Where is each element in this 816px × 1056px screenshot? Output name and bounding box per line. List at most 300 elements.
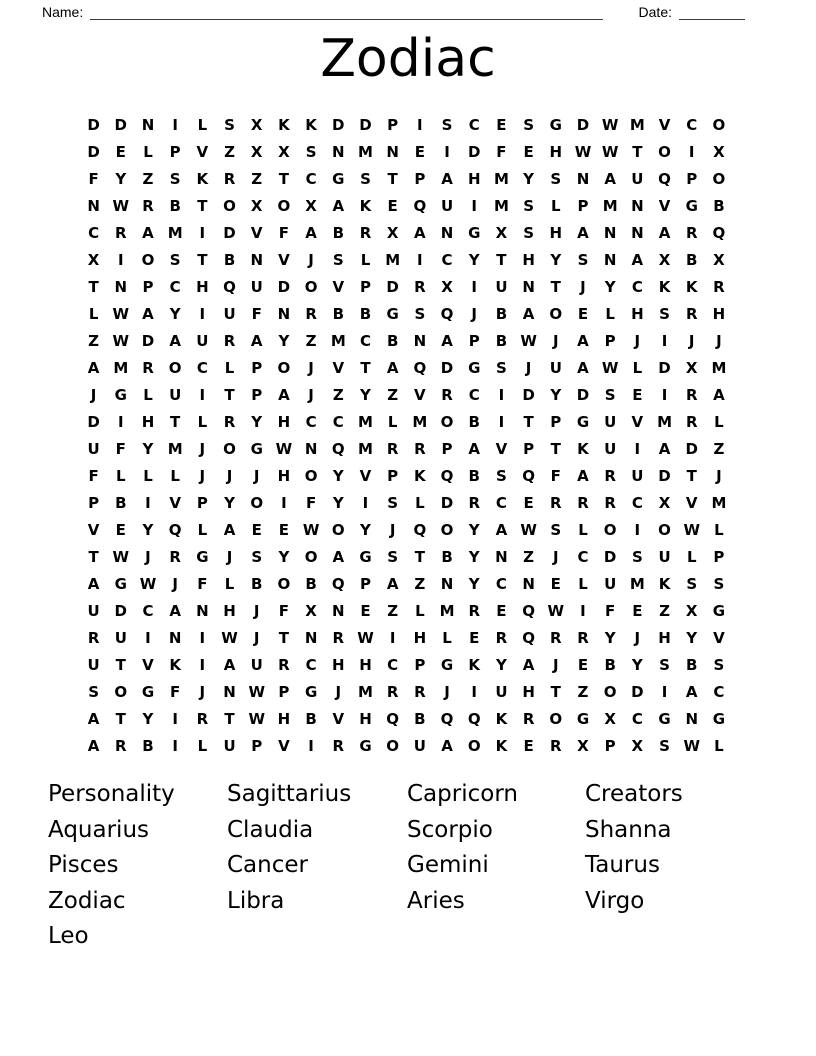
grid-cell: D [467, 142, 481, 161]
grid-cell: Q [522, 601, 535, 620]
grid-cell: P [468, 331, 480, 350]
grid-cell: P [523, 439, 535, 458]
grid-cell: K [468, 655, 481, 674]
grid-cell: W [139, 574, 157, 593]
word-item: Shanna [585, 816, 672, 843]
grid-cell: F [197, 574, 208, 593]
grid-cell: I [498, 385, 505, 404]
grid-cell: B [142, 736, 154, 755]
grid-cell: N [522, 277, 535, 296]
grid-cell: U [223, 736, 236, 755]
grid-cell: H [223, 601, 236, 620]
grid-cell: P [359, 574, 371, 593]
grid-cell: L [578, 574, 588, 593]
grid-cell: A [441, 736, 453, 755]
grid-cell: U [114, 628, 127, 647]
grid-cell: D [440, 358, 454, 377]
grid-cell: R [87, 628, 100, 647]
grid-cell: Y [495, 655, 507, 674]
grid-cell: B [332, 304, 344, 323]
grid-cell: I [117, 412, 124, 431]
grid-cell: C [577, 547, 589, 566]
word-item: Taurus [585, 852, 660, 878]
grid-cell: J [226, 547, 233, 566]
grid-cell: G [685, 196, 698, 215]
grid-cell: D [576, 115, 590, 134]
word-item: Cancer [227, 852, 308, 878]
letter-grid [80, 111, 733, 759]
grid-cell: B [332, 223, 344, 242]
grid-cell: A [577, 223, 589, 242]
grid-cell: J [471, 304, 478, 323]
grid-cell: I [281, 493, 287, 512]
grid-cell: I [661, 385, 668, 404]
grid-cell: H [658, 628, 671, 647]
word-item: Creators [585, 781, 683, 807]
grid-cell: W [112, 547, 130, 566]
grid-cell: Z [577, 682, 589, 701]
word-list-column [48, 777, 227, 955]
grid-cell: B [686, 250, 698, 269]
grid-cell: H [196, 277, 209, 296]
grid-cell: B [115, 493, 127, 512]
grid-cell: R [577, 628, 589, 647]
grid-cell: G [304, 682, 318, 701]
grid-cell: K [278, 115, 290, 134]
grid-cell: C [387, 655, 399, 674]
grid-cell: F [251, 304, 262, 323]
grid-cell: T [523, 412, 534, 431]
grid-cell: R [441, 385, 453, 404]
grid-cell: D [87, 142, 100, 161]
grid-cell: F [88, 466, 99, 485]
grid-cell: A [631, 250, 644, 269]
grid-cell: Z [332, 385, 344, 404]
grid-cell: Q [168, 520, 182, 539]
grid-cell: O [223, 439, 236, 458]
grid-cell: N [87, 196, 100, 215]
grid-cell: A [142, 223, 154, 242]
grid-cell: O [304, 547, 318, 566]
grid-cell: O [658, 520, 671, 539]
grid-cell: C [468, 385, 480, 404]
grid-cell: V [87, 520, 100, 539]
grid-cell: T [550, 682, 561, 701]
grid-cell: W [601, 142, 619, 161]
grid-cell: E [414, 142, 425, 161]
grid-cell: U [87, 439, 100, 458]
grid-cell: L [170, 466, 180, 485]
grid-cell: I [172, 709, 178, 728]
grid-cell: H [522, 682, 535, 701]
grid-cell: J [580, 277, 586, 296]
word-list-column [585, 777, 683, 919]
grid-cell: I [308, 736, 314, 755]
grid-cell: I [199, 385, 206, 404]
grid-cell: S [414, 304, 426, 323]
grid-cell: F [550, 466, 561, 485]
grid-cell: Q [331, 439, 345, 458]
grid-cell: I [389, 628, 396, 647]
grid-cell: L [714, 412, 724, 431]
grid-cell: A [685, 682, 698, 701]
grid-cell: G [141, 682, 155, 701]
grid-cell: D [87, 115, 100, 134]
grid-cell: M [711, 493, 727, 512]
grid-cell: J [253, 601, 260, 620]
grid-cell: G [576, 412, 590, 431]
grid-cell: S [441, 115, 453, 134]
grid-cell: R [495, 628, 508, 647]
grid-cell: G [359, 736, 372, 755]
grid-cell: T [278, 628, 290, 647]
grid-cell: Q [712, 223, 726, 242]
grid-cell: G [114, 385, 127, 404]
grid-cell: R [685, 223, 698, 242]
grid-cell: D [141, 331, 155, 350]
grid-cell: A [468, 439, 481, 458]
grid-cell: Y [523, 169, 535, 188]
grid-cell: J [199, 439, 206, 458]
grid-cell: Y [686, 628, 698, 647]
grid-cell: I [688, 142, 695, 161]
grid-cell: O [277, 196, 291, 215]
grid-cell: C [631, 493, 643, 512]
grid-cell: U [196, 331, 209, 350]
grid-cell: E [550, 574, 561, 593]
grid-cell: O [141, 250, 155, 269]
grid-cell: C [305, 655, 317, 674]
grid-cell: H [141, 412, 155, 431]
grid-cell: J [172, 574, 178, 593]
grid-cell: B [223, 250, 236, 269]
grid-cell: R [414, 682, 426, 701]
grid-cell: N [440, 223, 454, 242]
grid-cell: K [495, 709, 508, 728]
grid-cell: O [277, 358, 291, 377]
grid-cell: O [331, 520, 345, 539]
grid-cell: J [716, 466, 722, 485]
grid-cell: E [496, 115, 507, 134]
grid-cell: A [386, 358, 399, 377]
grid-cell: B [495, 331, 508, 350]
grid-cell: H [467, 169, 481, 188]
grid-cell: C [305, 412, 317, 431]
grid-cell: A [495, 520, 508, 539]
grid-cell: I [199, 304, 206, 323]
grid-cell: R [550, 493, 562, 512]
word-item: Sagittarius [227, 781, 352, 807]
grid-cell: W [112, 331, 130, 350]
grid-cell: J [308, 358, 314, 377]
grid-cell: X [658, 493, 671, 512]
grid-cell: R [142, 358, 154, 377]
grid-cell: U [495, 682, 508, 701]
grid-cell: S [360, 169, 371, 188]
grid-cell: P [387, 466, 399, 485]
grid-cell: L [197, 520, 208, 539]
grid-cell: O [603, 520, 617, 539]
grid-cell: B [386, 331, 399, 350]
grid-cell: S [659, 736, 670, 755]
grid-cell: P [414, 169, 426, 188]
grid-cell: V [142, 655, 154, 674]
grid-cell: E [469, 628, 480, 647]
grid-cell: R [685, 304, 698, 323]
word-list-column [407, 777, 585, 919]
grid-cell: T [115, 655, 126, 674]
grid-cell: S [387, 493, 399, 512]
header [42, 4, 745, 20]
grid-cell: H [631, 304, 644, 323]
grid-cell: M [358, 412, 373, 431]
grid-cell: R [604, 466, 616, 485]
grid-cell: U [87, 655, 100, 674]
grid-cell: J [199, 682, 206, 701]
grid-cell: N [277, 304, 291, 323]
grid-cell: T [197, 250, 208, 269]
grid-cell: Y [115, 169, 127, 188]
grid-cell: N [603, 223, 617, 242]
grid-cell: Z [224, 142, 235, 161]
grid-cell: Q [522, 466, 535, 485]
grid-cell: V [685, 493, 698, 512]
grid-cell: A [713, 385, 725, 404]
word-item: Claudia [227, 816, 314, 843]
grid-cell: A [577, 358, 589, 377]
grid-cell: K [359, 196, 372, 215]
grid-cell: O [304, 277, 318, 296]
grid-cell: Y [468, 520, 480, 539]
grid-cell: X [685, 601, 698, 620]
grid-cell: S [224, 115, 235, 134]
grid-cell: P [604, 736, 616, 755]
grid-cell: O [467, 736, 481, 755]
grid-cell: A [441, 331, 453, 350]
grid-cell: A [169, 601, 181, 620]
grid-cell: O [386, 736, 400, 755]
grid-cell: V [196, 142, 209, 161]
grid-cell: T [387, 169, 398, 188]
grid-cell: W [601, 115, 619, 134]
grid-cell: C [359, 331, 371, 350]
grid-cell: I [172, 115, 178, 134]
grid-cell: M [629, 115, 645, 134]
grid-cell: U [549, 358, 562, 377]
grid-cell: I [417, 115, 423, 134]
word-item: Zodiac [48, 887, 126, 914]
grid-cell: A [577, 331, 589, 350]
grid-cell: R [550, 736, 562, 755]
grid-cell: O [114, 682, 128, 701]
grid-cell: U [495, 277, 508, 296]
grid-cell: C [713, 682, 725, 701]
grid-cell: U [604, 439, 617, 458]
grid-cell: U [250, 277, 263, 296]
grid-cell: S [169, 250, 181, 269]
grid-cell: A [658, 223, 671, 242]
grid-cell: S [659, 655, 670, 674]
grid-cell: L [88, 304, 99, 323]
grid-cell: P [686, 169, 698, 188]
word-item: Scorpio [407, 816, 493, 843]
word-item: Capricorn [407, 781, 518, 807]
grid-cell: D [87, 412, 100, 431]
grid-cell: Z [713, 439, 725, 458]
grid-cell: A [223, 655, 236, 674]
grid-cell: O [304, 466, 318, 485]
grid-cell: G [712, 601, 726, 620]
grid-cell: E [632, 385, 643, 404]
grid-cell: V [278, 736, 290, 755]
grid-cell: X [250, 142, 263, 161]
grid-cell: E [496, 601, 507, 620]
grid-cell: N [576, 169, 590, 188]
grid-cell: L [224, 574, 235, 593]
grid-cell: E [523, 736, 534, 755]
grid-cell: H [277, 709, 291, 728]
grid-cell: G [440, 655, 454, 674]
grid-cell: C [495, 493, 507, 512]
grid-cell: G [712, 709, 726, 728]
grid-cell: M [629, 574, 645, 593]
grid-cell: A [223, 520, 236, 539]
grid-cell: Q [223, 277, 236, 296]
grid-cell: R [713, 277, 725, 296]
grid-cell: T [550, 277, 561, 296]
date-line [679, 6, 745, 20]
grid-cell: I [172, 736, 178, 755]
grid-cell: Y [332, 493, 344, 512]
grid-cell: Z [523, 547, 535, 566]
grid-cell: A [87, 358, 100, 377]
grid-cell: Z [305, 331, 317, 350]
grid-cell: R [386, 439, 399, 458]
grid-cell: X [631, 736, 644, 755]
grid-cell: Z [387, 601, 399, 620]
grid-cell: T [197, 196, 208, 215]
grid-cell: A [87, 736, 100, 755]
grid-cell: R [196, 709, 209, 728]
grid-cell: V [631, 412, 644, 431]
grid-cell: C [686, 115, 698, 134]
grid-cell: J [308, 385, 314, 404]
grid-cell: W [683, 520, 700, 539]
grid-cell: Q [440, 304, 454, 323]
grid-cell: P [142, 277, 154, 296]
grid-cell: X [305, 196, 317, 215]
grid-cell: R [223, 169, 236, 188]
grid-cell: K [658, 277, 671, 296]
grid-cell: D [440, 493, 454, 512]
grid-cell: V [250, 223, 263, 242]
grid-cell: V [278, 250, 290, 269]
grid-cell: L [632, 358, 643, 377]
grid-cell: C [468, 115, 480, 134]
grid-cell: V [713, 628, 725, 647]
grid-cell: C [332, 412, 344, 431]
grid-cell: A [332, 547, 345, 566]
grid-cell: D [603, 547, 617, 566]
grid-cell: M [493, 169, 509, 188]
grid-cell: I [634, 520, 641, 539]
grid-cell: G [386, 304, 399, 323]
grid-cell: K [414, 466, 426, 485]
grid-cell: W [275, 439, 293, 458]
grid-cell: D [522, 385, 535, 404]
grid-cell: A [305, 223, 317, 242]
grid-cell: J [145, 547, 151, 566]
grid-cell: A [169, 331, 181, 350]
grid-cell: I [471, 682, 478, 701]
grid-cell: G [576, 709, 590, 728]
grid-cell: N [332, 601, 345, 620]
grid-cell: T [88, 277, 99, 296]
grid-cell: I [199, 223, 206, 242]
grid-cell: J [552, 655, 559, 674]
grid-cell: L [415, 493, 425, 512]
grid-cell: Q [522, 628, 535, 647]
grid-cell: G [196, 547, 209, 566]
word-item: Libra [227, 887, 285, 914]
grid-cell: R [604, 493, 616, 512]
grid-cell: G [468, 358, 481, 377]
grid-cell: S [577, 250, 589, 269]
grid-cell: A [332, 196, 345, 215]
grid-cell: A [577, 466, 589, 485]
grid-cell: M [711, 358, 727, 377]
grid-cell: B [713, 196, 725, 215]
grid-cell: J [634, 331, 641, 350]
grid-cell: S [631, 547, 643, 566]
grid-cell: T [550, 439, 561, 458]
grid-cell: P [88, 493, 100, 512]
grid-cell: M [358, 439, 373, 458]
grid-cell: S [523, 196, 534, 215]
grid-cell: D [386, 277, 399, 296]
grid-cell: H [359, 709, 372, 728]
grid-cell: R [685, 385, 698, 404]
grid-cell: J [634, 628, 641, 647]
grid-cell: Y [468, 250, 480, 269]
grid-cell: P [414, 655, 426, 674]
grid-cell: N [631, 196, 644, 215]
grid-cell: P [251, 736, 263, 755]
grid-cell: R [278, 655, 290, 674]
grid-cell: R [332, 736, 345, 755]
grid-cell: A [522, 304, 535, 323]
grid-cell: W [221, 628, 238, 647]
grid-cell: L [442, 628, 452, 647]
grid-cell: U [250, 655, 263, 674]
grid-cell: R [169, 547, 181, 566]
grid-cell: T [360, 358, 371, 377]
grid-cell: P [713, 547, 725, 566]
grid-cell: R [468, 601, 480, 620]
grid-cell: M [167, 223, 183, 242]
grid-cell: J [226, 466, 233, 485]
grid-cell: X [278, 142, 290, 161]
grid-cell: L [415, 601, 425, 620]
grid-cell: Z [88, 331, 100, 350]
date-label: Date: [638, 4, 672, 20]
grid-cell: A [87, 709, 100, 728]
grid-cell: W [112, 304, 130, 323]
grid-cell: J [552, 547, 559, 566]
grid-cell: P [359, 277, 371, 296]
grid-cell: V [658, 115, 671, 134]
grid-cell: H [359, 655, 372, 674]
